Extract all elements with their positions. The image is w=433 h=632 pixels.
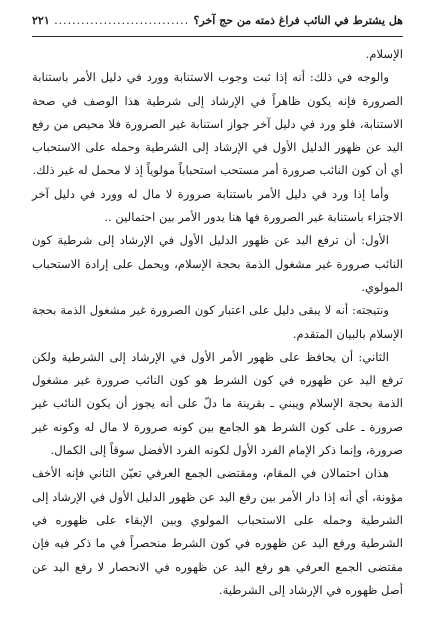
paragraph-result: ونتيجته: أنه لا يبقى دليل على اعتبار كون الصرورة غير مشغول الذمة بحجة الإسلام بالبيان المتقدم. <box>32 303 403 341</box>
body-text <box>32 43 403 602</box>
page-number: ٢٢١ <box>32 14 50 27</box>
paragraph-reasoning: والوجه في ذلك: أنه إذا ثبت وجوب الاستنابة وورد في دليل الأمر باستنابة الصرورة فإنه يكون ظاهراً في الإرشاد إلى شرطية هذا الوصف في صحة الاستنابة، فلو ورد في دليل آخر جواز استنابة غير الصرورة فلا محيص من رفع اليد عن ظهور الدليل الأول في الإرشاد إلى الشرطية وحمله على الاستحباب أي أن كون النائب صرورة أمر مستحب استحباباً مولوياً إذ لا محمل له غير ذلك. <box>32 70 403 178</box>
running-header <box>32 14 403 34</box>
header-leader-dots: .............................. <box>54 14 190 27</box>
paragraph-second-possibility: الثاني: أن يحافظ على ظهور الأمر الأول في الإرشاد إلى الشرطية ولكن ترفع اليد عن ظهوره في كون الشرط هو كون النائب صرورة غير مشغول الذمة بحجة الإسلام ويبني ـ بقرينة ما دلّ على أنه يجوز أن يكون النائب غير صرورة ـ على كون الشرط هو الجامع بين كونه صرورة لا مال له وكونه غير صرورة، وإنما ذكر الإمام الفرد الأول لكونه الفرد الأفضل سوقاً إلى الكمال. <box>32 349 403 458</box>
header-divider <box>32 36 403 37</box>
running-header-title: هل يشترط في النائب فراغ ذمته من حج آخر؟ <box>193 14 403 27</box>
paragraph-conclusion: هذان احتمالان في المقام، ومقتضى الجمع العرفي تعيّن الثاني فإنه الأخف مؤونة، أي أنه إذا دار الأمر بين رفع اليد عن ظهور الدليل الأول في الإرشاد إلى الشرطية وحمله على الاستحباب المولوي وبين الإبقاء على ظهوره في الشرطية ورفع اليد عن ظهوره في كون الشرط منحصراً في ما ذكر فيه فإن مقتضى الجمع العرفي هو رفع اليد عن ظهوره في الانحصار لا رفع اليد عن أصل ظهوره في الإرشاد إلى الشرطية. <box>32 466 403 597</box>
paragraph-two-possibilities: وأما إذا ورد في دليل الأمر باستنابة صرورة لا مال له وورد في دليل آخر الاجتزاء باستنابة غير الصرورة فها هنا يدور الأمر بين احتمالين .. <box>32 186 403 225</box>
paragraph-continuation: الإسلام. <box>365 47 403 61</box>
paragraph-first-possibility: الأول: أن ترفع اليد عن ظهور الدليل الأول في الإرشاد إلى شرطية كون النائب صرورة غير مشغول الذمة بحجة الإسلام، ويحمل على إرادة الاستحباب المولوي. <box>32 233 403 294</box>
